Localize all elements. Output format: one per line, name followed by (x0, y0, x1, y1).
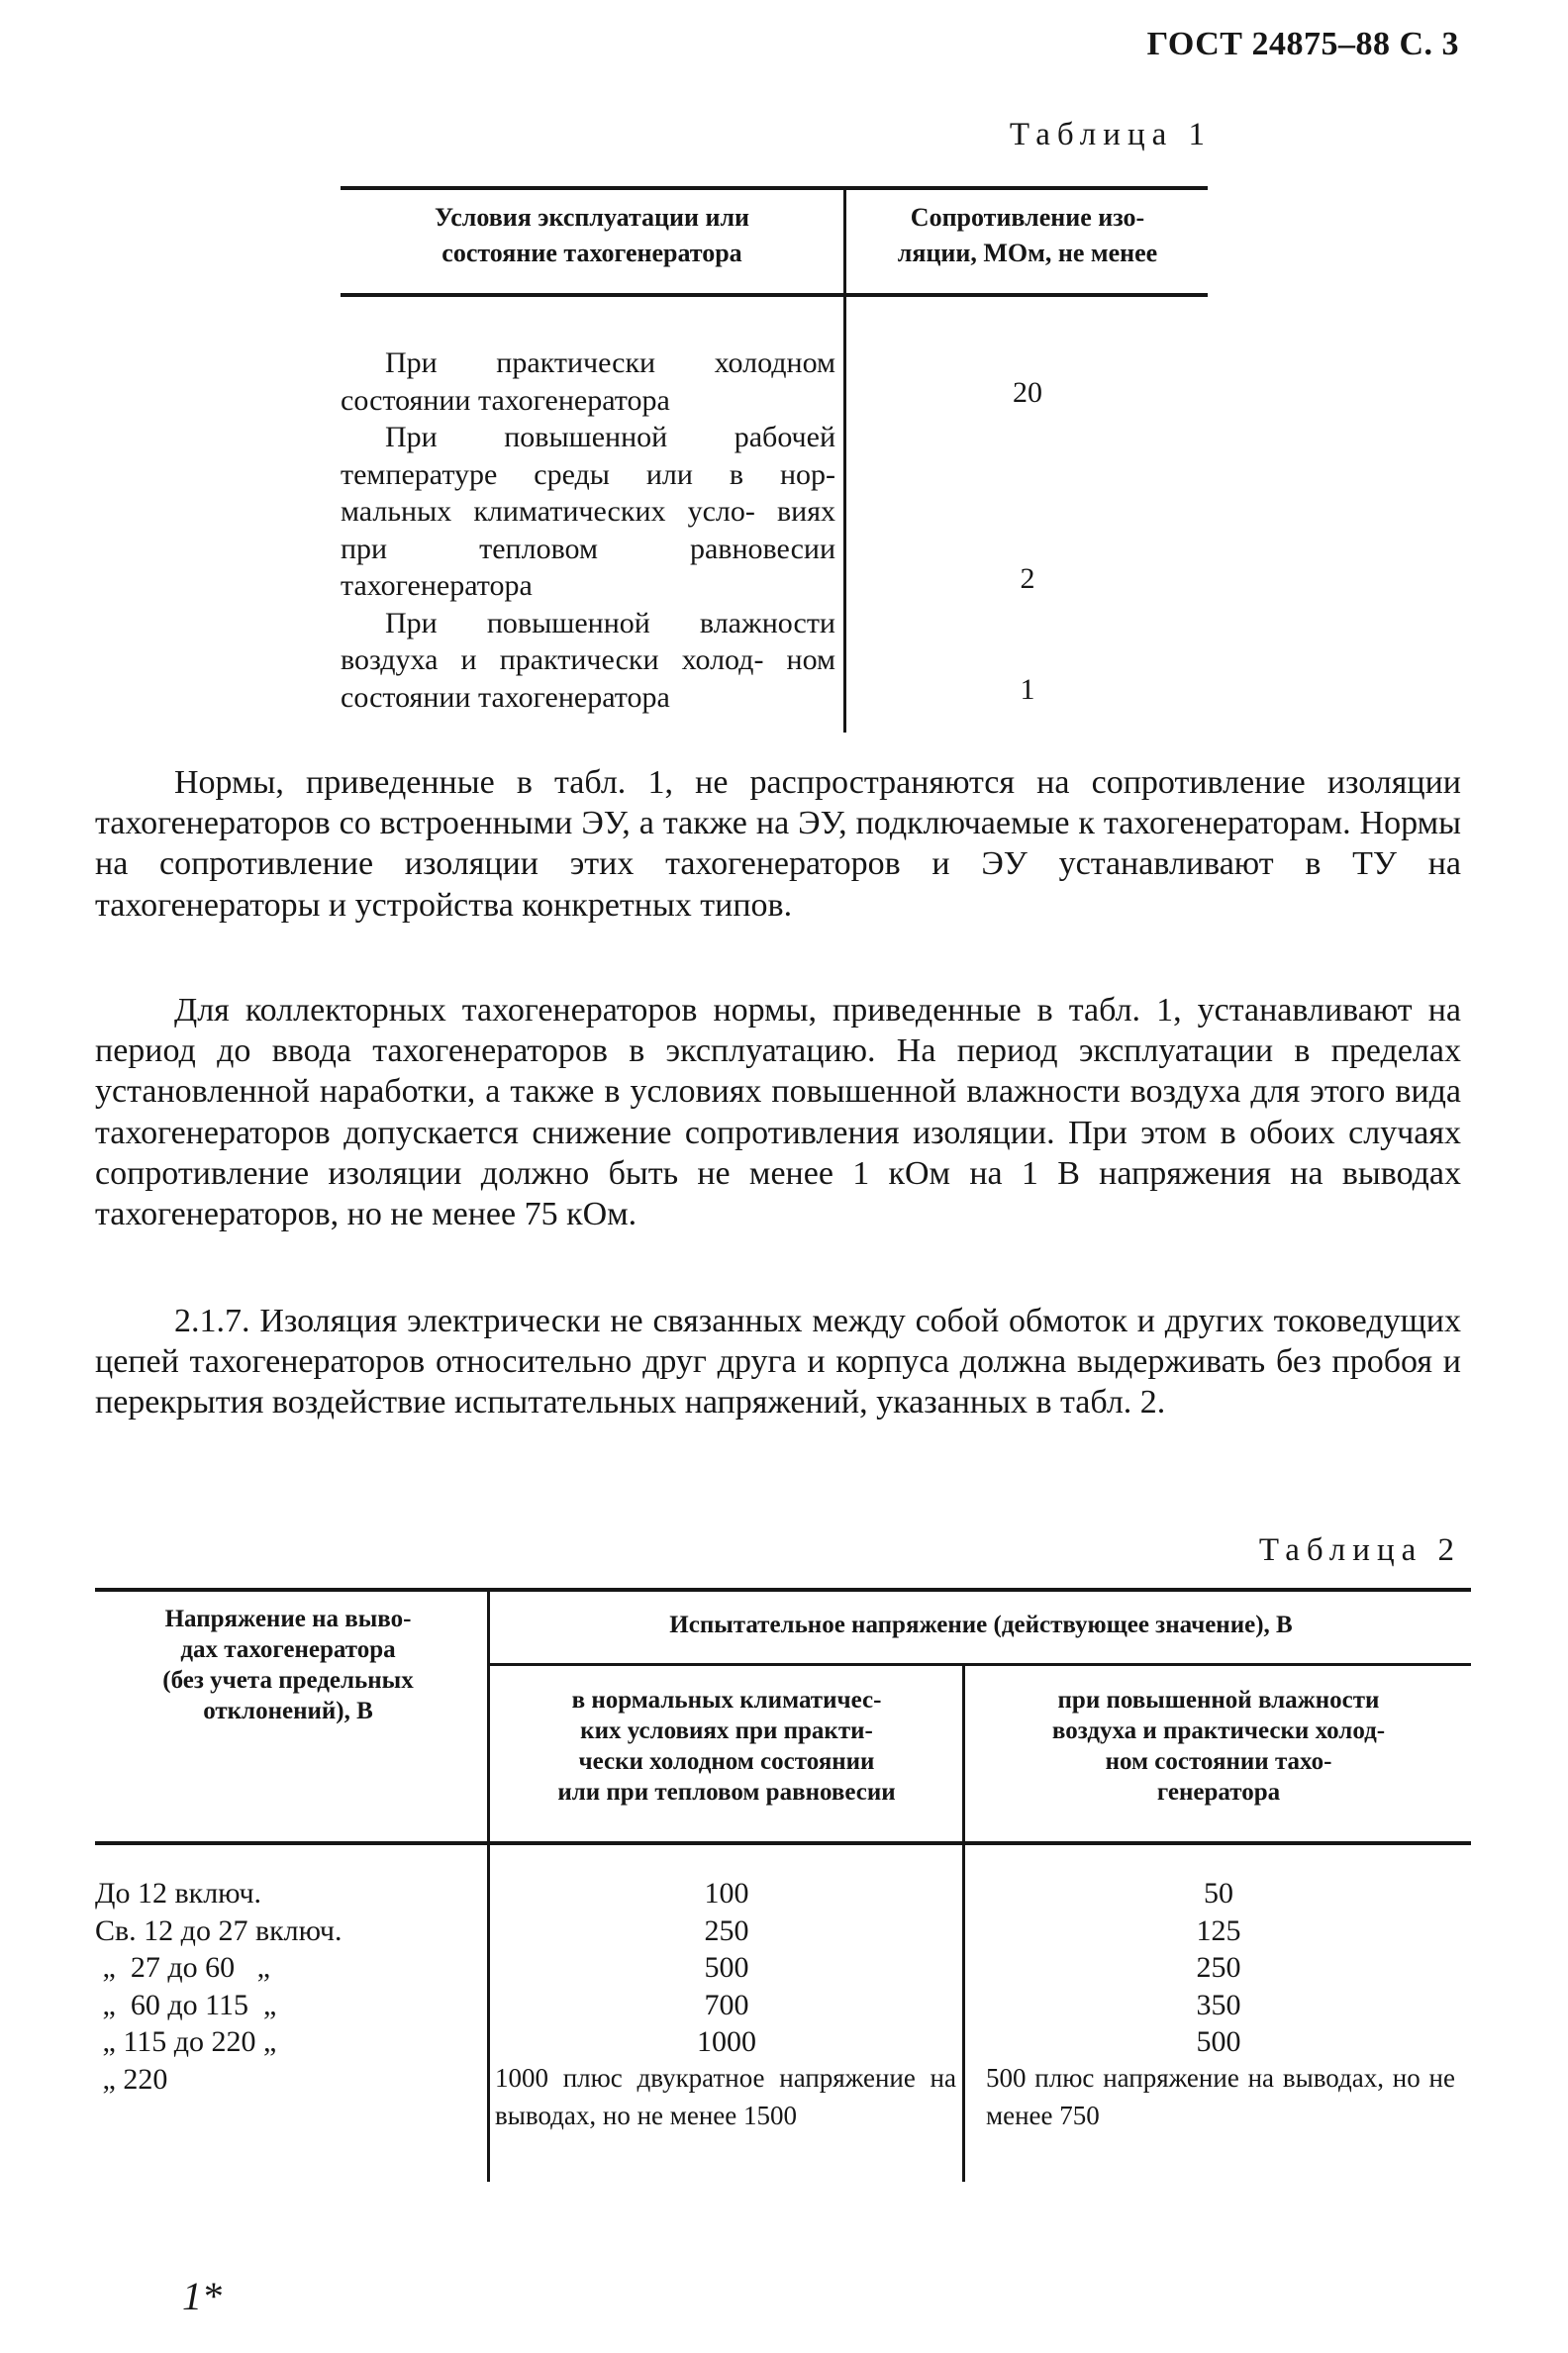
table2-sub2-header: при повышенной влажности воздуха и практически холод- ном состоянии тахо- генератора (1051, 1687, 1386, 1806)
table1-row1-value: 20 (1013, 376, 1042, 409)
table1-caption: Таблица 1 (1009, 117, 1212, 152)
table2-caption: Таблица 2 (1258, 1532, 1461, 1568)
table2-group-header: Испытательное напряжение (действующее значение), В (669, 1612, 1293, 1638)
table2-row4-normal: 700 (704, 1988, 749, 2021)
table2-divider-1 (487, 1588, 490, 2182)
table1-col2-header: Сопротивление изо- ляции, МОм, не менее (897, 203, 1158, 267)
table2-row3-normal: 500 (704, 1951, 749, 1984)
table1-row3-condition: При повышенной влажности воздуха и практически холод- ном состоянии тахогенератора (341, 606, 836, 714)
table2-col1-header: Напряжение на выво- дах тахогенератора (без учета предельных отклонений), В (162, 1606, 414, 1724)
table2-row2-normal: 250 (704, 1913, 749, 1947)
table2-row1-normal: 100 (704, 1877, 749, 1910)
table2-sub1-header: в нормальных климатичес- ких условиях при практи- чески холодном состоянии или при тепловом равновесии (557, 1687, 896, 1806)
table2-divider-2 (962, 1663, 965, 2182)
table2-row4-humid: 350 (1196, 1988, 1241, 2021)
table2-normal-column (491, 1875, 962, 2061)
table2-voltage-column (95, 1875, 481, 2098)
table2-row1-voltage: До 12 включ. (95, 1877, 262, 1910)
table2-row6-humid: 500 плюс напряжение на выводах, но не менее 750 (986, 2063, 1455, 2130)
table2 (95, 1588, 1471, 2202)
table2-top-rule (95, 1588, 1471, 1592)
table2-row5-humid: 500 (1196, 2025, 1241, 2058)
table1-row1-condition: При практически холодном состоянии тахогенератора (341, 346, 835, 417)
table2-row6-voltage: „ 220 (95, 2062, 168, 2096)
table1-row2-condition: При повышенной рабочей температуре среды или в нор- мальных климатических усло- виях при тепловом равновесии тахогенератора (341, 421, 835, 602)
body-paragraph-2: Для коллекторных тахогенераторов нормы, приведенные в табл. 1, устанавливают на период до ввода тахогенераторов в эксплуатацию. На период эксплуатации в пределах установленной наработки, а также в условиях повышенной влажности воздуха для этого вида тахогенераторов допускается снижение сопротивления изоляции. При этом в обоих случаях сопротивление изоляции должно быть не менее 1 кОм на 1 В напряжения на выводах тахогенераторов, но не менее 75 кОм. (95, 992, 1461, 1233)
table1-values (847, 186, 1208, 733)
body-paragraph-1: Нормы, приведенные в табл. 1, не распространяются на сопротивление изоляции тахогенераторов со встроенными ЭУ, а также на ЭУ, подключаемые к тахогенераторам. Нормы на сопротивление изоляции этих тахогенераторов и ЭУ устанавливают в ТУ на тахогенераторы и устройства конкретных типов. (95, 764, 1461, 924)
table2-row1-humid: 50 (1204, 1877, 1233, 1910)
table1-column-divider (843, 186, 846, 733)
table2-header-rule (95, 1841, 1471, 1845)
table2-group-rule (489, 1663, 1471, 1666)
table1-row2-value: 2 (1020, 562, 1035, 595)
document-header-code: ГОСТ 24875–88 С. 3 (1146, 26, 1459, 62)
table2-row2-humid: 125 (1196, 1913, 1241, 1947)
table1-col1-header: Условия эксплуатации или состояние тахогенератора (434, 203, 750, 267)
table1-conditions (341, 344, 835, 716)
table2-humid-column (966, 1875, 1471, 2061)
table2-row3-humid: 250 (1196, 1951, 1241, 1984)
table2-row4-voltage: „ 60 до 115 „ (95, 1988, 277, 2021)
body-paragraph-3: 2.1.7. Изоляция электрически не связанных между собой обмоток и других токоведущих цепей тахогенераторов относительно друг друга и корпуса должна выдерживать без пробоя и перекрытия воздействие испытательных напряжений, указанных в табл. 2. (95, 1303, 1461, 1422)
table2-row6-normal: 1000 плюс двукратное напряжение на выводах, но не менее 1500 (495, 2063, 956, 2130)
table2-row5-voltage: „ 115 до 220 „ (95, 2025, 277, 2058)
table1 (341, 186, 1208, 733)
page-signature-mark: 1* (182, 2274, 222, 2318)
table2-row5-normal: 1000 (697, 2025, 756, 2058)
table1-row3-value: 1 (1020, 673, 1035, 706)
table2-row2-voltage: Св. 12 до 27 включ. (95, 1913, 343, 1947)
table2-row3-voltage: „ 27 до 60 „ (95, 1951, 270, 1984)
